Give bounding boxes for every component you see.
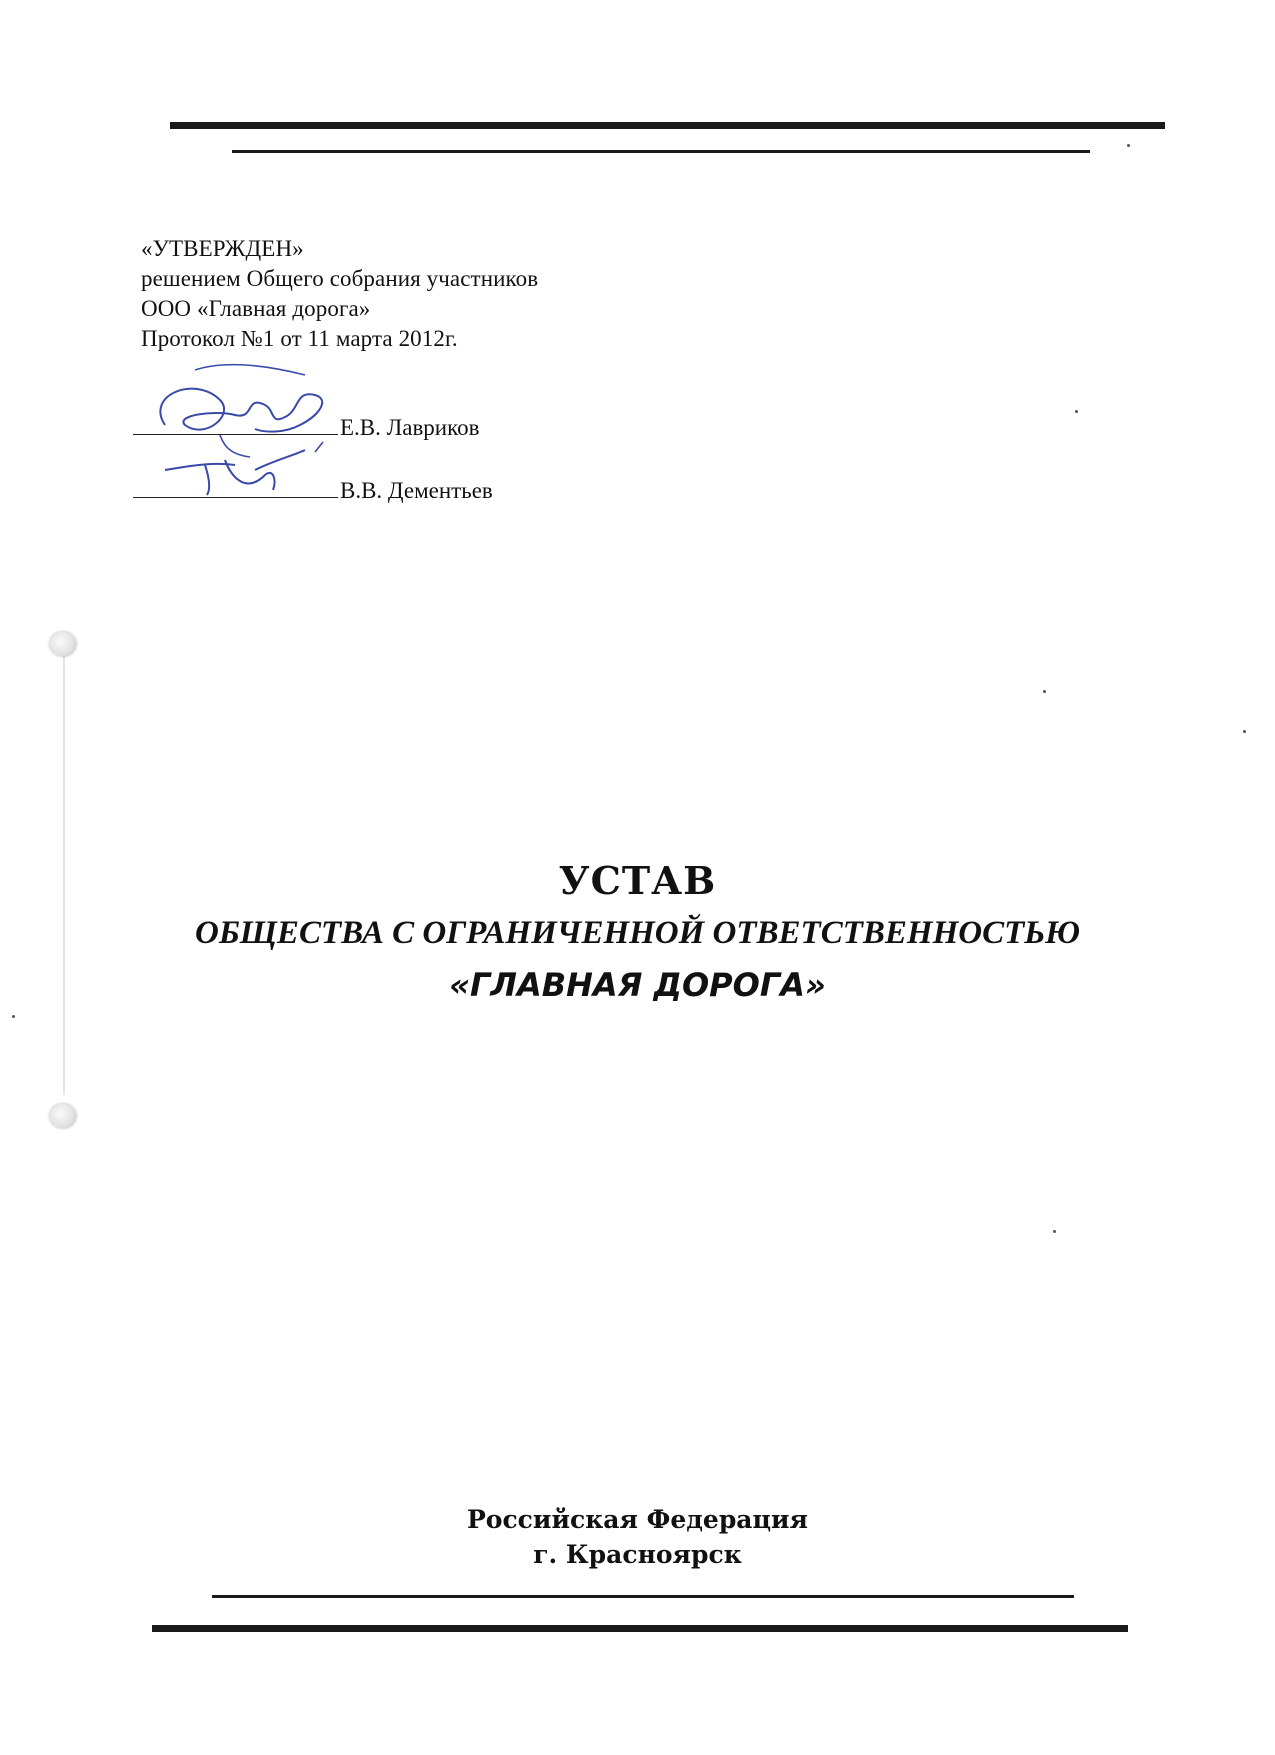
company-name: «ГЛАВНАЯ ДОРОГА» bbox=[449, 966, 826, 1004]
scan-speck bbox=[12, 1015, 15, 1018]
approval-decision: решением Общего собрания участников bbox=[141, 266, 539, 291]
binder-hole-top bbox=[50, 632, 76, 656]
approval-company: ООО «Главная дорога» bbox=[141, 296, 371, 321]
approval-block bbox=[141, 234, 538, 354]
city-label: г. Красноярск bbox=[533, 1540, 742, 1569]
signer-lavrikov: Е.В. Лавриков bbox=[340, 415, 480, 440]
approval-protocol: Протокол №1 от 11 марта 2012г. bbox=[141, 326, 458, 351]
signature-blank bbox=[133, 434, 338, 435]
approval-heading: «УТВЕРЖДЕН» bbox=[141, 236, 304, 261]
country-label: Российская Федерация bbox=[466, 1505, 808, 1534]
bottom-rule-thin bbox=[212, 1595, 1074, 1598]
binder-hole-bottom bbox=[50, 1104, 76, 1128]
bottom-rule-thick bbox=[152, 1625, 1128, 1632]
scan-speck bbox=[1043, 690, 1046, 693]
signature-line-dementiev bbox=[133, 478, 493, 504]
scan-speck bbox=[1127, 144, 1130, 147]
signer-dementiev: В.В. Дементьев bbox=[340, 478, 493, 503]
scan-speck bbox=[1053, 1230, 1056, 1233]
signature-blank bbox=[133, 497, 338, 498]
top-rule-thick bbox=[170, 122, 1165, 129]
signature-line-lavrikov bbox=[133, 415, 479, 441]
document-title: УСТАВ bbox=[558, 858, 717, 903]
top-rule-thin bbox=[232, 150, 1090, 153]
scan-speck bbox=[1243, 730, 1246, 733]
scan-speck bbox=[1075, 410, 1078, 413]
document-subtitle: ОБЩЕСТВА С ОГРАНИЧЕННОЙ ОТВЕТСТВЕННОСТЬЮ bbox=[194, 915, 1081, 951]
